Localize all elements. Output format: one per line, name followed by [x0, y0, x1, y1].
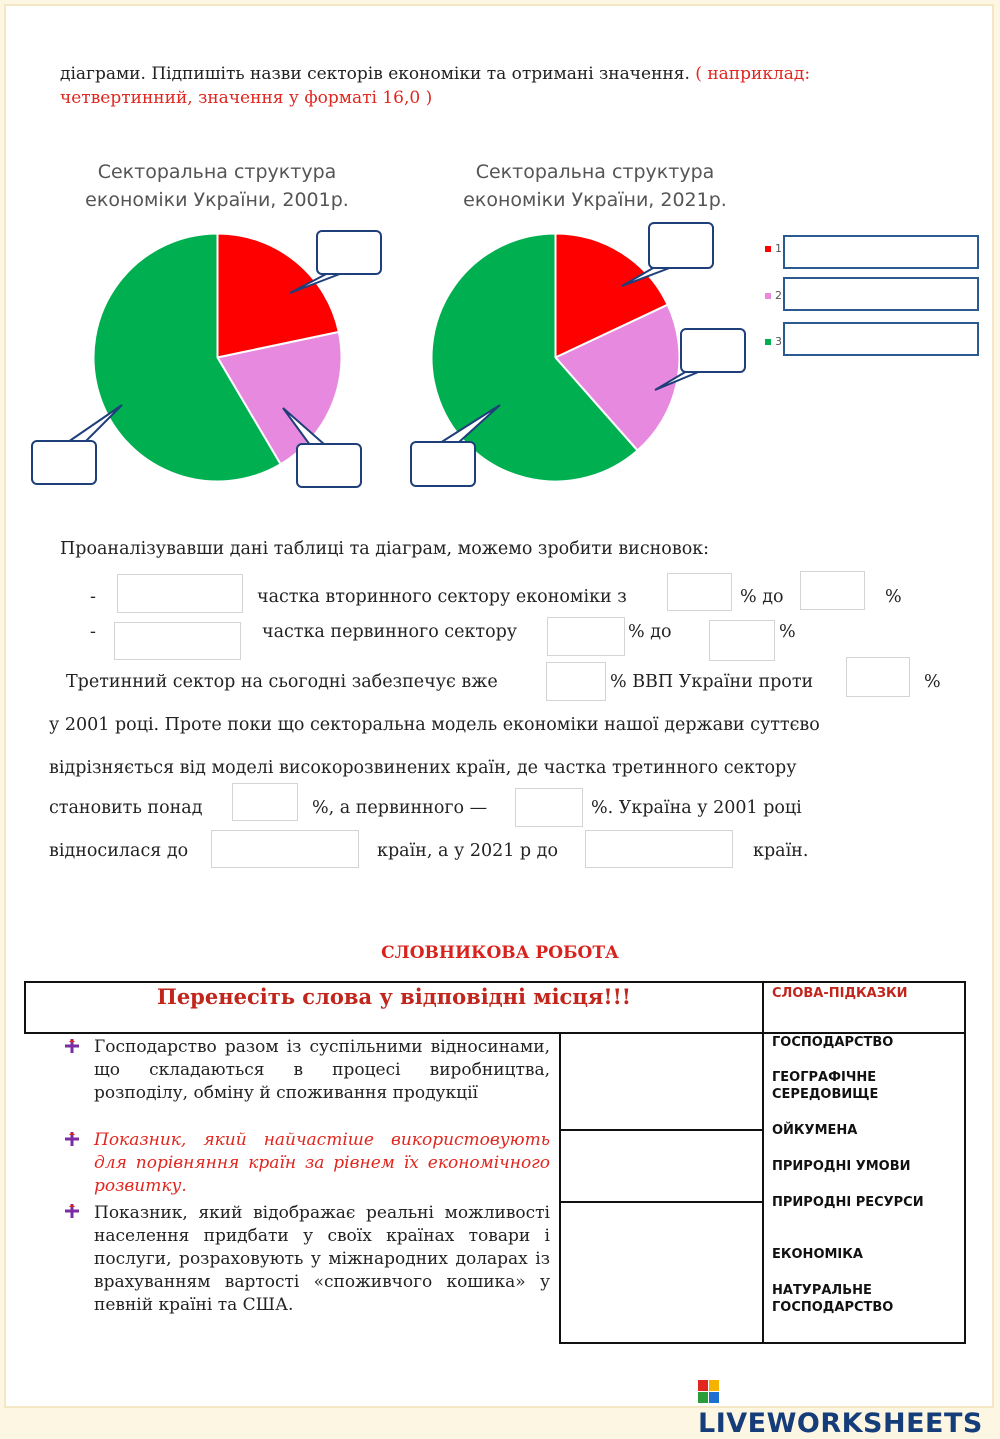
callout-input-2021-green[interactable]	[410, 441, 476, 487]
chart-2001-title-line2: економіки України, 2001р.	[85, 189, 349, 211]
definition-3: Показник, який відображає реальні можливості населення придбати у своїх країнах товари і послуги, розраховують у міжнародних доларах із врахуванням вартості «споживчого кошика» у певній країні та США.	[94, 1203, 550, 1315]
country-type-2001-input[interactable]	[211, 830, 359, 868]
conclusion-line1-to: % до	[740, 587, 784, 607]
answer-drop-zone-1[interactable]	[560, 1034, 762, 1129]
hint-word-7[interactable]: НАТУРАЛЬНЕ ГОСПОДАРСТВО	[772, 1283, 894, 1315]
callout-pointer-2001-red	[290, 272, 345, 293]
trend-input-secondary[interactable]	[117, 574, 243, 613]
callout-input-2001-red[interactable]	[316, 230, 382, 275]
developed-primary-input[interactable]	[515, 788, 583, 827]
liveworksheets-wordmark: LIVEWORKSHEETS	[698, 1408, 983, 1439]
legend-label-2: 2	[775, 289, 782, 302]
conclusion-line2-pct: %	[779, 622, 796, 642]
conclusion-line3-mid: % ВВП України проти	[610, 672, 814, 692]
definition-2: Показник, який найчастіше використовують для порівняння країн за рівнем їх економічного розвитку.	[94, 1130, 550, 1196]
hint-word-1[interactable]: ГОСПОДАРСТВО	[772, 1035, 894, 1050]
answer-drop-zone-3[interactable]	[560, 1203, 762, 1342]
conclusion-line6-mid: %, а первинного —	[312, 798, 488, 818]
conclusion-line1-text: частка вторинного сектору економіки з	[257, 587, 627, 607]
conclusion-line5: відрізняється від моделі високорозвинених країн, де частка третинного сектору	[49, 758, 797, 778]
bullet-icon	[64, 1038, 80, 1054]
conclusion-intro: Проаналізувавши дані таблиці та діаграм, можемо зробити висновок:	[60, 539, 710, 559]
hint-word-3[interactable]: ОЙКУМЕНА	[772, 1123, 858, 1138]
conclusion-dash-1: -	[90, 587, 96, 607]
legend-item-3	[765, 335, 782, 348]
liveworksheets-logo	[698, 1377, 1000, 1439]
conclusion-line4: у 2001 році. Проте поки що секторальна модель економіки нашої держави суттєво	[49, 715, 820, 735]
secondary-to-input[interactable]	[800, 571, 865, 610]
legend-item-1	[765, 242, 782, 255]
bullet-icon	[64, 1131, 80, 1147]
liveworksheets-icon	[698, 1380, 720, 1404]
legend-swatch-red	[765, 246, 771, 252]
callout-input-2021-pink[interactable]	[680, 328, 746, 373]
tertiary-2001-input[interactable]	[846, 657, 910, 697]
legend-swatch-pink	[765, 293, 771, 299]
conclusion-line6-end: %. Україна у 2001 році	[591, 798, 802, 818]
conclusion-line1-pct: %	[885, 587, 902, 607]
conclusion-line2-to: % до	[628, 622, 672, 642]
hints-header: СЛОВА-ПІДКАЗКИ	[772, 986, 908, 1001]
vocab-title: СЛОВНИКОВА РОБОТА	[381, 943, 619, 963]
callout-pointer-2001-green	[68, 405, 122, 442]
primary-from-input[interactable]	[547, 617, 625, 656]
chart-2021-title-line2: економіки України, 2021р.	[463, 189, 727, 211]
primary-to-input[interactable]	[709, 620, 775, 661]
secondary-from-input[interactable]	[667, 573, 732, 611]
conclusion-line7-text: відносилася до	[49, 841, 189, 861]
conclusion-line6-text: становить понад	[49, 798, 203, 818]
hint-word-2[interactable]: ГЕОГРАФІЧНЕ СЕРЕДОВИЩЕ	[772, 1070, 879, 1102]
conclusion-line3-pct: %	[924, 672, 941, 692]
legend-swatch-green	[765, 339, 771, 345]
callout-input-2021-red[interactable]	[648, 222, 714, 269]
table-border-right	[964, 981, 966, 1344]
conclusion-line2-text: частка первинного сектору	[262, 622, 518, 642]
legend-input-1[interactable]	[783, 235, 979, 269]
table-border-bottom	[559, 1342, 965, 1344]
callout-input-2001-green[interactable]	[31, 440, 97, 485]
callout-input-2001-pink[interactable]	[296, 443, 362, 488]
chart-2001-title-line1: Секторальна структура	[97, 161, 337, 183]
legend-input-2[interactable]	[783, 277, 979, 311]
hint-word-6[interactable]: ЕКОНОМІКА	[772, 1247, 863, 1262]
conclusion-line7-end: країн.	[753, 841, 809, 861]
chart-2021-title-line1: Секторальна структура	[475, 161, 715, 183]
table-border-hints	[762, 981, 764, 1344]
definition-1: Господарство разом із суспільними відносинами, що складаються в процесі виробництва, розподілу, обміну й споживання продукції	[94, 1037, 550, 1103]
tertiary-now-input[interactable]	[546, 662, 606, 701]
hint-word-4[interactable]: ПРИРОДНІ УМОВИ	[772, 1159, 911, 1174]
developed-tertiary-input[interactable]	[232, 783, 298, 821]
country-type-2021-input[interactable]	[585, 830, 733, 868]
intro-example: ( наприклад: четвертинний, значення у форматі 16,0 )	[60, 64, 811, 108]
bullet-icon	[64, 1203, 80, 1219]
conclusion-line7-mid: країн, а у 2021 р до	[377, 841, 558, 861]
answer-drop-zone-2[interactable]	[560, 1131, 762, 1201]
legend-label-1: 1	[775, 242, 782, 255]
conclusion-line3-text: Третинний сектор на сьогодні забезпечує вже	[66, 672, 498, 692]
legend-item-2	[765, 289, 782, 302]
vocab-header: Перенесіть слова у відповідні місця!!!	[156, 984, 632, 1009]
conclusion-dash-2: -	[90, 622, 96, 642]
callout-pointer-2021-green	[440, 405, 500, 443]
callout-pointer-2001-pink	[283, 408, 325, 445]
legend-label-3: 3	[775, 335, 782, 348]
intro-text: діаграми. Підпишіть назви секторів економіки та отримані значення.	[60, 64, 690, 84]
trend-input-primary[interactable]	[114, 622, 241, 660]
table-border-top	[24, 981, 966, 983]
hint-word-5[interactable]: ПРИРОДНІ РЕСУРСИ	[772, 1195, 924, 1210]
legend-input-3[interactable]	[783, 322, 979, 356]
